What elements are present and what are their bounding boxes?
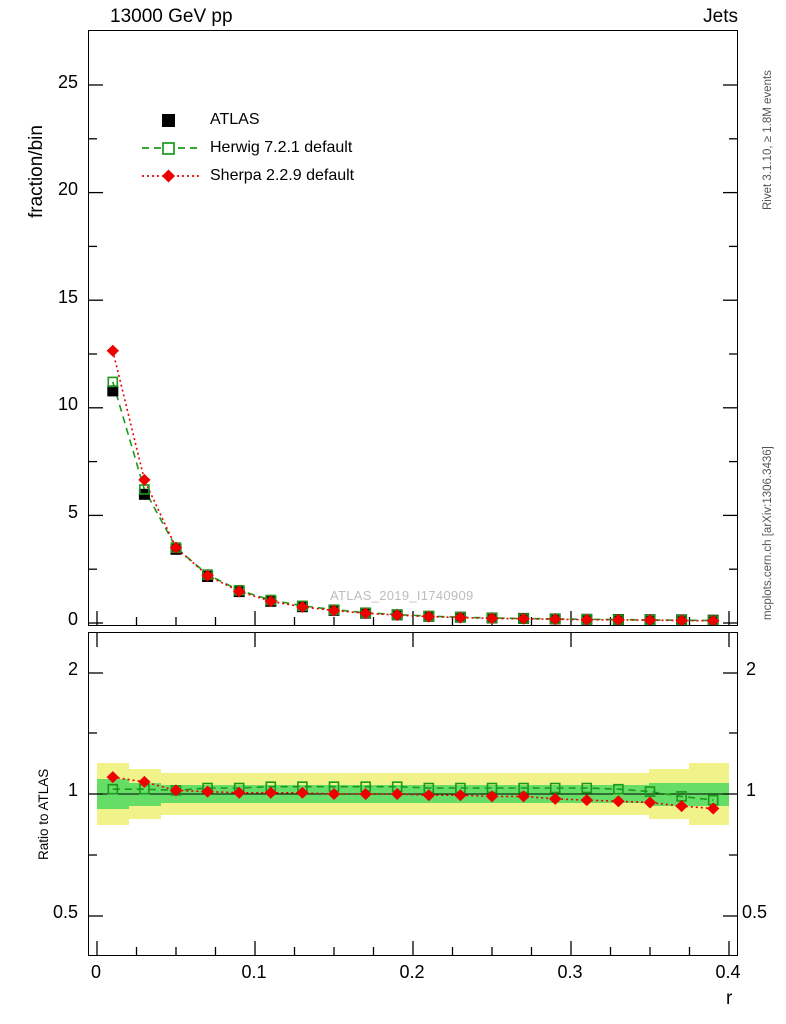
y-tick-ratio-05-left: 0.5 — [52, 902, 78, 922]
ratio-plot-svg — [89, 633, 737, 955]
legend-marker-sherpa — [140, 166, 202, 186]
legend-item-atlas — [140, 106, 354, 134]
analysis-watermark: ATLAS_2019_I1740909 — [330, 588, 474, 603]
legend — [140, 106, 354, 190]
y-tick-main-15: 15 — [57, 287, 78, 307]
legend-marker-herwig — [140, 138, 202, 158]
legend-label-atlas: ATLAS — [210, 111, 260, 128]
y-axis-label-main: fraction/bin — [26, 125, 47, 218]
x-axis-label: r — [726, 988, 733, 1009]
rivet-version-label: Rivet 3.1.10, ≥ 1.8M events — [762, 70, 774, 210]
y-tick-ratio-2-right: 2 — [746, 659, 757, 679]
x-tick-0: 0 — [90, 962, 101, 982]
y-tick-main-10: 10 — [57, 394, 78, 414]
series-points-sherpa — [107, 345, 720, 625]
header-category-label: Jets — [703, 6, 738, 27]
legend-item-herwig — [140, 134, 354, 162]
x-tick-02: 0.2 — [399, 962, 425, 982]
y-tick-ratio-1-right: 1 — [746, 780, 757, 800]
legend-label-herwig: Herwig 7.2.1 default — [210, 139, 353, 156]
y-tick-main-20: 20 — [57, 179, 78, 199]
y-tick-main-5: 5 — [67, 502, 78, 522]
x-tick-04: 0.4 — [715, 962, 741, 982]
ratio-plot-panel — [88, 632, 738, 956]
series-line-herwig — [113, 382, 713, 621]
mcplots-arxiv-label: mcplots.cern.ch [arXiv:1306.3436] — [762, 446, 774, 620]
legend-marker-atlas — [140, 110, 202, 130]
y-tick-main-0: 0 — [67, 609, 78, 629]
y-tick-main-25: 25 — [57, 72, 78, 92]
y-axis-label-ratio: Ratio to ATLAS — [36, 768, 51, 860]
y-tick-ratio-2-left: 2 — [67, 659, 78, 679]
legend-item-sherpa — [140, 162, 354, 190]
y-tick-ratio-05-right: 0.5 — [742, 902, 768, 922]
y-tick-ratio-1-left: 1 — [67, 780, 78, 800]
x-tick-01: 0.1 — [241, 962, 267, 982]
legend-label-sherpa: Sherpa 2.2.9 default — [210, 167, 355, 184]
x-tick-03: 0.3 — [557, 962, 583, 982]
header-beam-label: 13000 GeV pp — [110, 6, 233, 27]
